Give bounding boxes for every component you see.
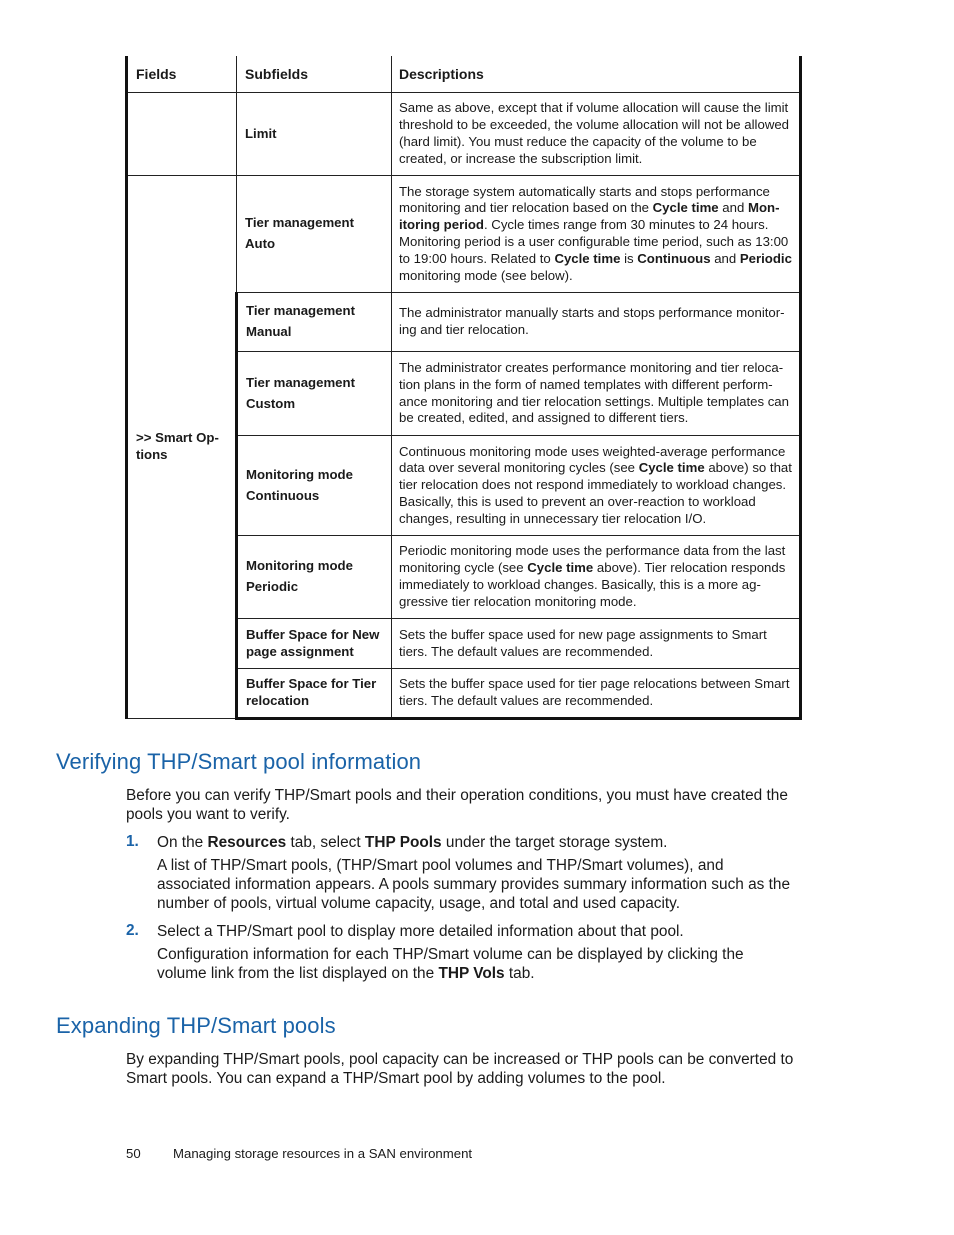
description-cell: The storage system automatically starts and stops performance monitoring and tier relocation based on the Cycle time and Monitoring period. Cycle times range from 30 minutes to 24 hours. Monitoring period is a user configurable time period, such as 13:00 to 19:00 hours. Related to Cycle time is Continuous and Periodic monitoring mode (see below). (392, 176, 801, 293)
fields-table (125, 56, 802, 720)
step-2-number: 2. (126, 922, 139, 939)
section1-intro: Before you can verify THP/Smart pools and their operation conditions, you must have created the pools you want to verify. (126, 787, 788, 823)
subfield-cell: Buffer Space for New page assignment (237, 619, 392, 669)
header-fields: Fields (127, 56, 237, 93)
footer-title: Managing storage resources in a SAN environment (173, 1146, 473, 1161)
page-footer (126, 1146, 472, 1161)
subfield-cell: Tier management Auto (237, 176, 392, 293)
subfield-cell: Limit (237, 93, 392, 176)
step-2-detail: Configuration information for each THP/Smart volume can be displayed by clicking the volume link from the list displayed on the THP Vols tab. (157, 946, 744, 982)
table-header-row (127, 56, 801, 93)
description-cell: Sets the buffer space used for tier page relocations between Smart tiers. The default values are recommended. (392, 669, 801, 719)
description-cell: The administrator manually starts and stops performance monitoring and tier relocation. (392, 293, 801, 352)
description-cell: Same as above, except that if volume allocation will cause the limit threshold to be exceeded, the volume allocation will not be allowed (hard limit). You must reduce the capacity of the volume to be created, or increase the subscription limit. (392, 93, 801, 176)
subfield-cell: Tier management Manual (237, 293, 392, 352)
field-cell-empty (127, 93, 237, 176)
description-cell: Sets the buffer space used for new page assignments to Smart tiers. The default values are recommended. (392, 619, 801, 669)
description-cell: Continuous monitoring mode uses weighted-average performance data over several monitoring cycles (see Cycle time above) so that tier relocation does not respond immediately to workload changes. Basically, this is used to prevent an over-reaction to workload changes, resulting in unnecessary tier relocation I/O. (392, 436, 801, 536)
subfield-cell: Monitoring mode Periodic (237, 536, 392, 619)
step-1-number: 1. (126, 833, 139, 850)
field-cell-smart-options: >> Smart Options (127, 176, 237, 719)
step-1-detail: A list of THP/Smart pools, (THP/Smart pool volumes and THP/Smart volumes), and associated information appears. A pools summary provides summary information such as the number of pools, virtual volume capacity, usage, and total and used capacity. (157, 857, 791, 912)
description-cell: The administrator creates performance monitoring and tier relocation plans in the form of named templates with different performance monitoring and tier relocation settings. Multiple templates can be created, edited, and assigned to different tiers. (392, 352, 801, 436)
page-number: 50 (126, 1146, 141, 1161)
table-row (127, 176, 801, 293)
section-heading-verifying: Verifying THP/Smart pool information (56, 749, 422, 774)
subfield-cell: Monitoring mode Continuous (237, 436, 392, 536)
header-subfields: Subfields (237, 56, 392, 93)
subfield-cell: Buffer Space for Tier relocation (237, 669, 392, 719)
section2-body: By expanding THP/Smart pools, pool capacity can be increased or THP pools can be converted to Smart pools. You can expand a THP/Smart pool by adding volumes to the pool. (126, 1051, 794, 1087)
table-row (127, 93, 801, 176)
header-descriptions: Descriptions (392, 56, 801, 93)
subfield-cell: Tier management Custom (237, 352, 392, 436)
step-2-text: Select a THP/Smart pool to display more detailed information about that pool. (157, 923, 684, 940)
step-1-text: On the Resources tab, select THP Pools under the target storage system. (157, 834, 668, 851)
description-cell: Periodic monitoring mode uses the performance data from the last monitoring cycle (see Cycle time above). Tier relocation responds immediately to workload changes. Basically, this is a more aggressive tier relocation monitoring mode. (392, 536, 801, 619)
section-heading-expanding: Expanding THP/Smart pools (56, 1013, 336, 1038)
